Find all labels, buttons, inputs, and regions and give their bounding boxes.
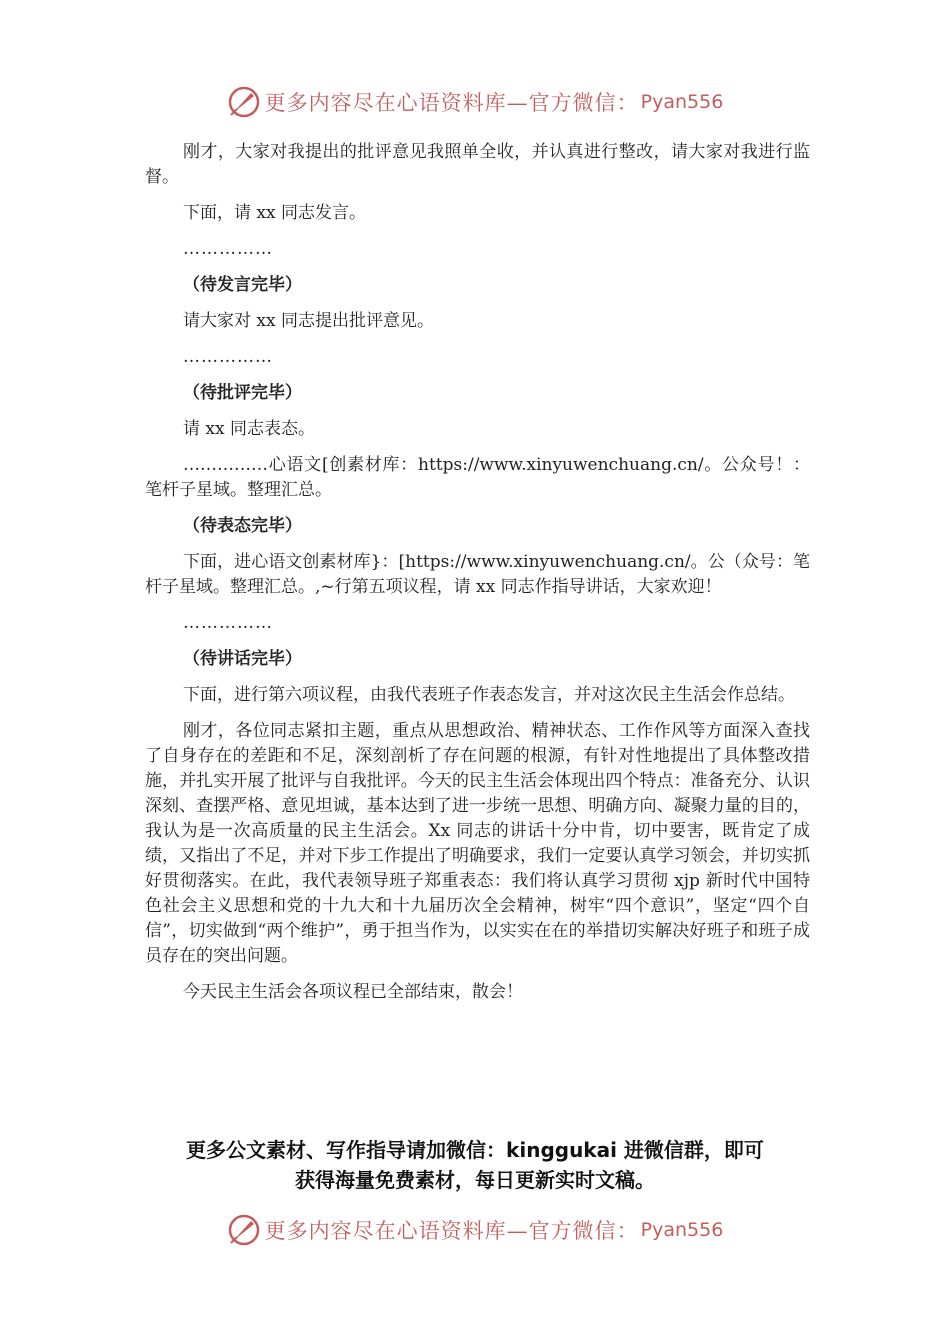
ellipsis-line: …………… — [183, 239, 273, 259]
pen-feather-logo-icon — [227, 1213, 261, 1247]
paragraph: 下面，进行第六项议程，由我代表班子作表态发言，并对这次民主生活会作总结。 — [183, 685, 795, 705]
stage-note: （待表态完毕） — [183, 516, 302, 536]
stage-note: （待批评完毕） — [183, 383, 302, 403]
paragraph: ……………心语文[创素材库：https://www.xinyuwenchuang.cn/。公众号！：笔杆子星域。整理汇总。 — [145, 455, 810, 500]
footer-banner — [0, 1210, 950, 1250]
paragraph: 请大家对 xx 同志提出批评意见。 — [183, 311, 434, 331]
promo-cta — [140, 1135, 810, 1195]
ellipsis-line: …………… — [183, 347, 273, 367]
paragraph: 刚才，各位同志紧扣主题，重点从思想政治、精神状态、工作作风等方面深入查找了自身存在的差距和不足，深刻剖析了存在问题的根源，有针对性地提出了具体整改措施，并扎实开展了批评与自我批评。今天的民主生活会体现出四个特点：准备充分、认识深刻、查摆严格、意见坦诚，基本达到了进一步统一思想、明确方向、凝聚力量的目的，我认为是一次高质量的民主生活会。Xx 同志的讲话十分中肯，切中要害，既肯定了成绩，又指出了不足，并对下步工作提出了明确要求，我们一定要认真学习领会，并切实抓好贯彻落实。在此，我代表领导班子郑重表态：我们将认真学习贯彻 xjp 新时代中国特色社会主义思想和党的十九大和十九届历次全会精神，树牢“四个意识”，坚定“四个自信”，切实做到“两个维护”，勇于担当作为，以实实在在的举措切实解决好班子和班子成员存在的突出问题。 — [145, 721, 810, 966]
stage-note: （待讲话完毕） — [183, 649, 302, 669]
footer-wechat-id: Pyan556 — [640, 1219, 724, 1241]
paragraph: 下面，进心语文创素材库}：[https://www.xinyuwenchuang.cn/。公（众号：笔杆子星域。整理汇总。,~行第五项议程，请 xx 同志作指导讲话，大家欢迎！ — [145, 552, 810, 597]
promo-line-1: 更多公文素材、写作指导请加微信：kinggukai 进微信群，即可 — [186, 1138, 764, 1162]
paragraph: 请 xx 同志表态。 — [183, 419, 315, 439]
paragraph: 今天民主生活会各项议程已全部结束，散会！ — [183, 982, 523, 1002]
header-banner — [0, 82, 950, 122]
ellipsis-line: …………… — [183, 613, 273, 633]
document-body — [145, 140, 810, 1016]
header-banner-text: 更多内容尽在心语资料库—官方微信： — [264, 91, 639, 115]
footer-banner-text: 更多内容尽在心语资料库—官方微信： — [264, 1219, 639, 1243]
promo-line-2: 获得海量免费素材，每日更新实时文稿。 — [295, 1168, 655, 1192]
paragraph: 刚才，大家对我提出的批评意见我照单全收，并认真进行整改，请大家对我进行监督。 — [145, 142, 810, 187]
paragraph: 下面，请 xx 同志发言。 — [183, 203, 366, 223]
pen-feather-logo-icon — [227, 85, 261, 119]
stage-note: （待发言完毕） — [183, 275, 302, 295]
header-wechat-id: Pyan556 — [640, 91, 724, 113]
